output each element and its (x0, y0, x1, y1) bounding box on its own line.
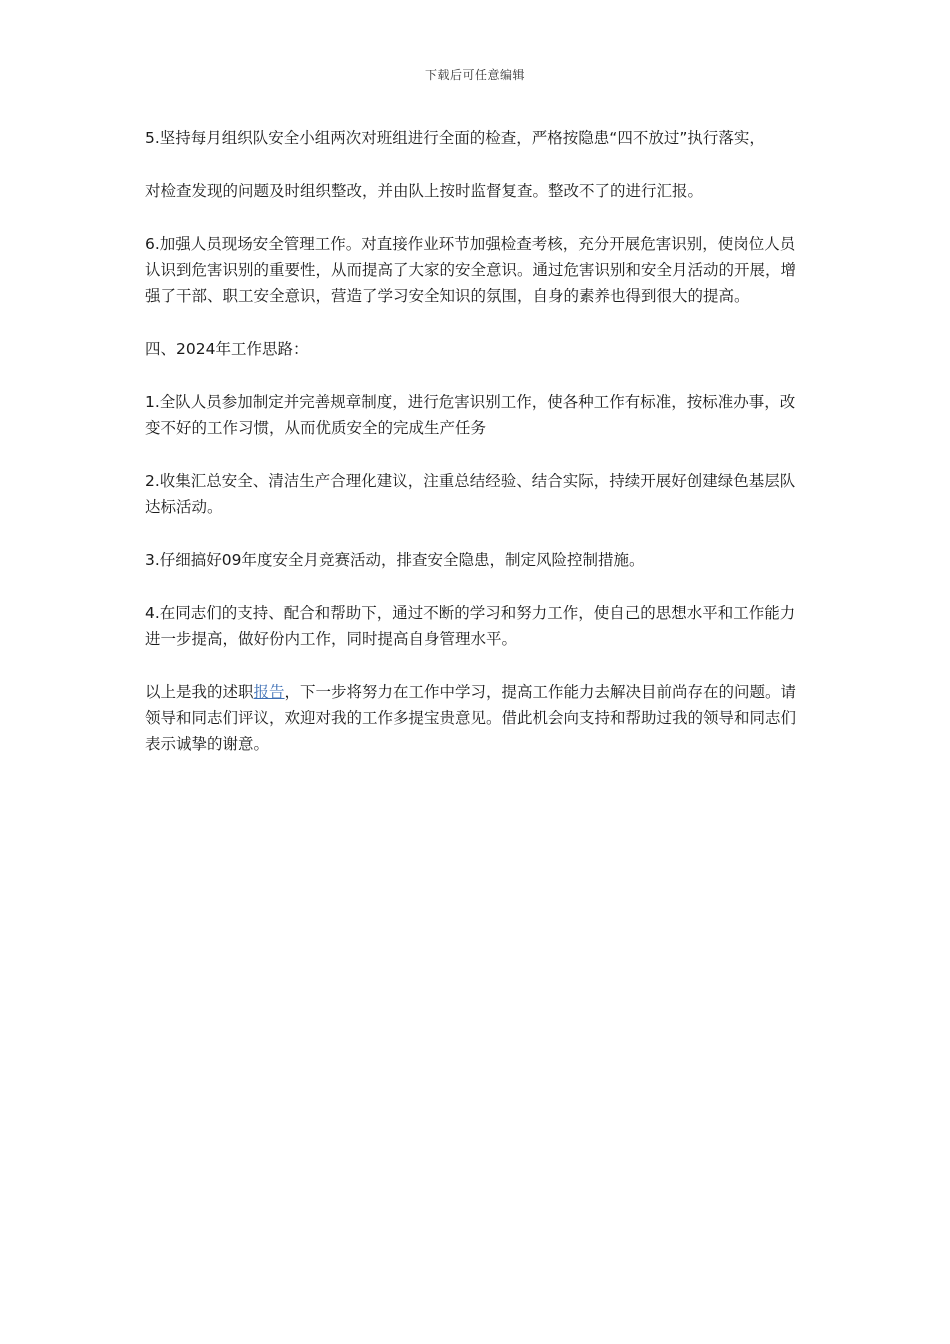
closing-paragraph (145, 679, 805, 757)
paragraph-item-6: 6.加强人员现场安全管理工作。对直接作业环节加强检查考核，充分开展危害识别，使岗位人员认识到危害识别的重要性，从而提高了大家的安全意识。通过危害识别和安全月活动的开展，增强了干部、职工安全意识，营造了学习安全知识的氛围，自身的素养也得到很大的提高。 (145, 235, 797, 305)
page-header-note: 下载后可任意编辑 (424, 68, 525, 82)
plan-item-4: 4.在同志们的支持、配合和帮助下，通过不断的学习和努力工作，使自己的思想水平和工作能力进一步提高，做好份内工作，同时提高自身管理水平。 (145, 604, 796, 648)
closing-text-start: 以上是我的述职 (145, 683, 254, 701)
paragraph-rectification: 对检查发现的问题及时组织整改，并由队上按时监督复查。整改不了的进行汇报。 (145, 182, 704, 200)
plan-item-1: 1.全队人员参加制定并完善规章制度，进行危害识别工作，使各种工作有标准，按标准办事，改变不好的工作习惯，从而优质安全的完成生产任务 (145, 393, 796, 437)
closing-text-end: ，下一步将努力在工作中学习，提高工作能力去解决目前尚存在的问题。请领导和同志们评议，欢迎对我的工作多提宝贵意见。借此机会向支持和帮助过我的领导和同志们表示诚挚的谢意。 (145, 683, 797, 753)
document-body (145, 125, 805, 784)
plan-item-3: 3.仔细搞好09年度安全月竞赛活动，排查安全隐患，制定风险控制措施。 (145, 551, 645, 569)
paragraph-item-5: 5.坚持每月组织队安全小组两次对班组进行全面的检查，严格按隐患“四不放过”执行落实， (145, 129, 765, 147)
report-link[interactable]: 报告 (253, 683, 285, 701)
section-heading: 四、2024年工作思路： (145, 340, 309, 358)
plan-item-2: 2.收集汇总安全、清洁生产合理化建议，注重总结经验、结合实际，持续开展好创建绿色基层队达标活动。 (145, 472, 796, 516)
